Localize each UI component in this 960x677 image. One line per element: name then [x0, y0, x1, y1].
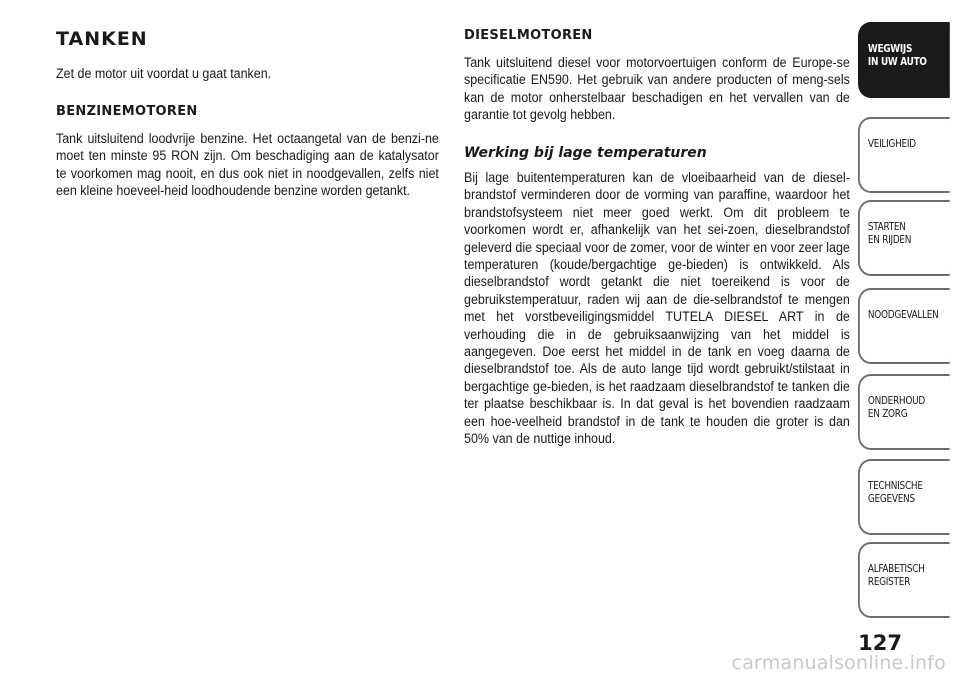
petrol-heading: BENZINEMOTOREN: [56, 104, 198, 119]
tab-label-line1: WEGWIJS: [867, 42, 913, 55]
tab-veiligheid[interactable]: [858, 117, 950, 193]
petrol-text: Tank uitsluitend loodvrije benzine. Het octaangetal van de benzi-ne moet ten minste 95 RON zijn. Om beschadiging aan de katalysator te voorkomen mag nooit, en dus ook niet in noodgevallen, zelfs niet een kleine hoeveel-heid loodhoudende benzine worden getankt.: [56, 131, 439, 200]
tab-label-line1: NOODGEVALLEN: [867, 308, 939, 321]
tab-label-line2: IN UW AUTO: [867, 55, 927, 68]
tab-wegwijs[interactable]: [858, 22, 950, 98]
tab-label-line1: TECHNISCHE: [867, 479, 923, 492]
lowtemp-text: Bij lage buitentemperaturen kan de vloeibaarheid van de diesel-brandstof verminderen door de vorming van paraffine, waardoor het brandstofsysteem niet meer goed werkt. Om dit probleem te voorkomen wordt er, afhankelijk van het sei-zoen, dieselbrandstof geleverd die speciaal voor de zomer, voor de winter en voor zeer lage temperaturen (koude/bergachtige ge-bieden) is ontwikkeld. Als dieselbrandstof wordt getankt die niet toereikend is voor de gebruikstemperatuur, raden wij aan de die-selbrandstof te mengen met het vorstbeveiligingsmiddel TUTELA DIESEL ART in de verhouding die in de gebruiksaanwijzing van het middel is aangegeven. Doe eerst het middel in de tank en voeg daarna de dieselbrandstof toe. Als de auto lange tijd wordt gebruikt/stilstaat in bergachtige ge-bieden, is het raadzaam dieselbrandstof te tanken die ter plaatse beschikbaar is. In dat geval is het bovendien raadzaam een hoe-veelheid brandstof in de tank te houden die groter is dan 50% van de nuttige inhoud.: [464, 170, 850, 448]
tab-technische-gegevens[interactable]: [858, 459, 950, 535]
watermark: carmanualsonline.info: [731, 652, 946, 674]
intro-text: Zet de motor uit voordat u gaat tanken.: [56, 66, 272, 82]
tab-label-line1: ALFABETISCH: [867, 562, 925, 575]
diesel-heading: DIESELMOTOREN: [464, 28, 593, 43]
tab-label-line1: VEILIGHEID: [867, 137, 916, 150]
diesel-text: Tank uitsluitend diesel voor motorvoertuigen conform de Europe-se specificatie EN590. Het gebruik van andere producten of meng-sels kan de motor onherstelbaar beschadigen en het vervallen van de garantie tot gevolg hebben.: [464, 55, 850, 124]
tab-label-line2: REGISTER: [867, 575, 911, 588]
tab-starten[interactable]: [858, 200, 950, 276]
section-title: TANKEN: [56, 28, 148, 50]
tab-register[interactable]: [858, 542, 950, 618]
tab-onderhoud[interactable]: [858, 374, 950, 450]
tab-label-line2: EN ZORG: [867, 407, 908, 420]
tab-label-line1: STARTEN: [867, 220, 906, 233]
tab-label-line2: EN RIJDEN: [867, 233, 912, 246]
tab-label-line2: GEGEVENS: [867, 492, 915, 505]
tab-noodgevallen[interactable]: [858, 288, 950, 364]
tab-label-line1: ONDERHOUD: [867, 394, 925, 407]
page-number: 127: [858, 631, 902, 655]
lowtemp-heading: Werking bij lage temperaturen: [464, 145, 707, 161]
